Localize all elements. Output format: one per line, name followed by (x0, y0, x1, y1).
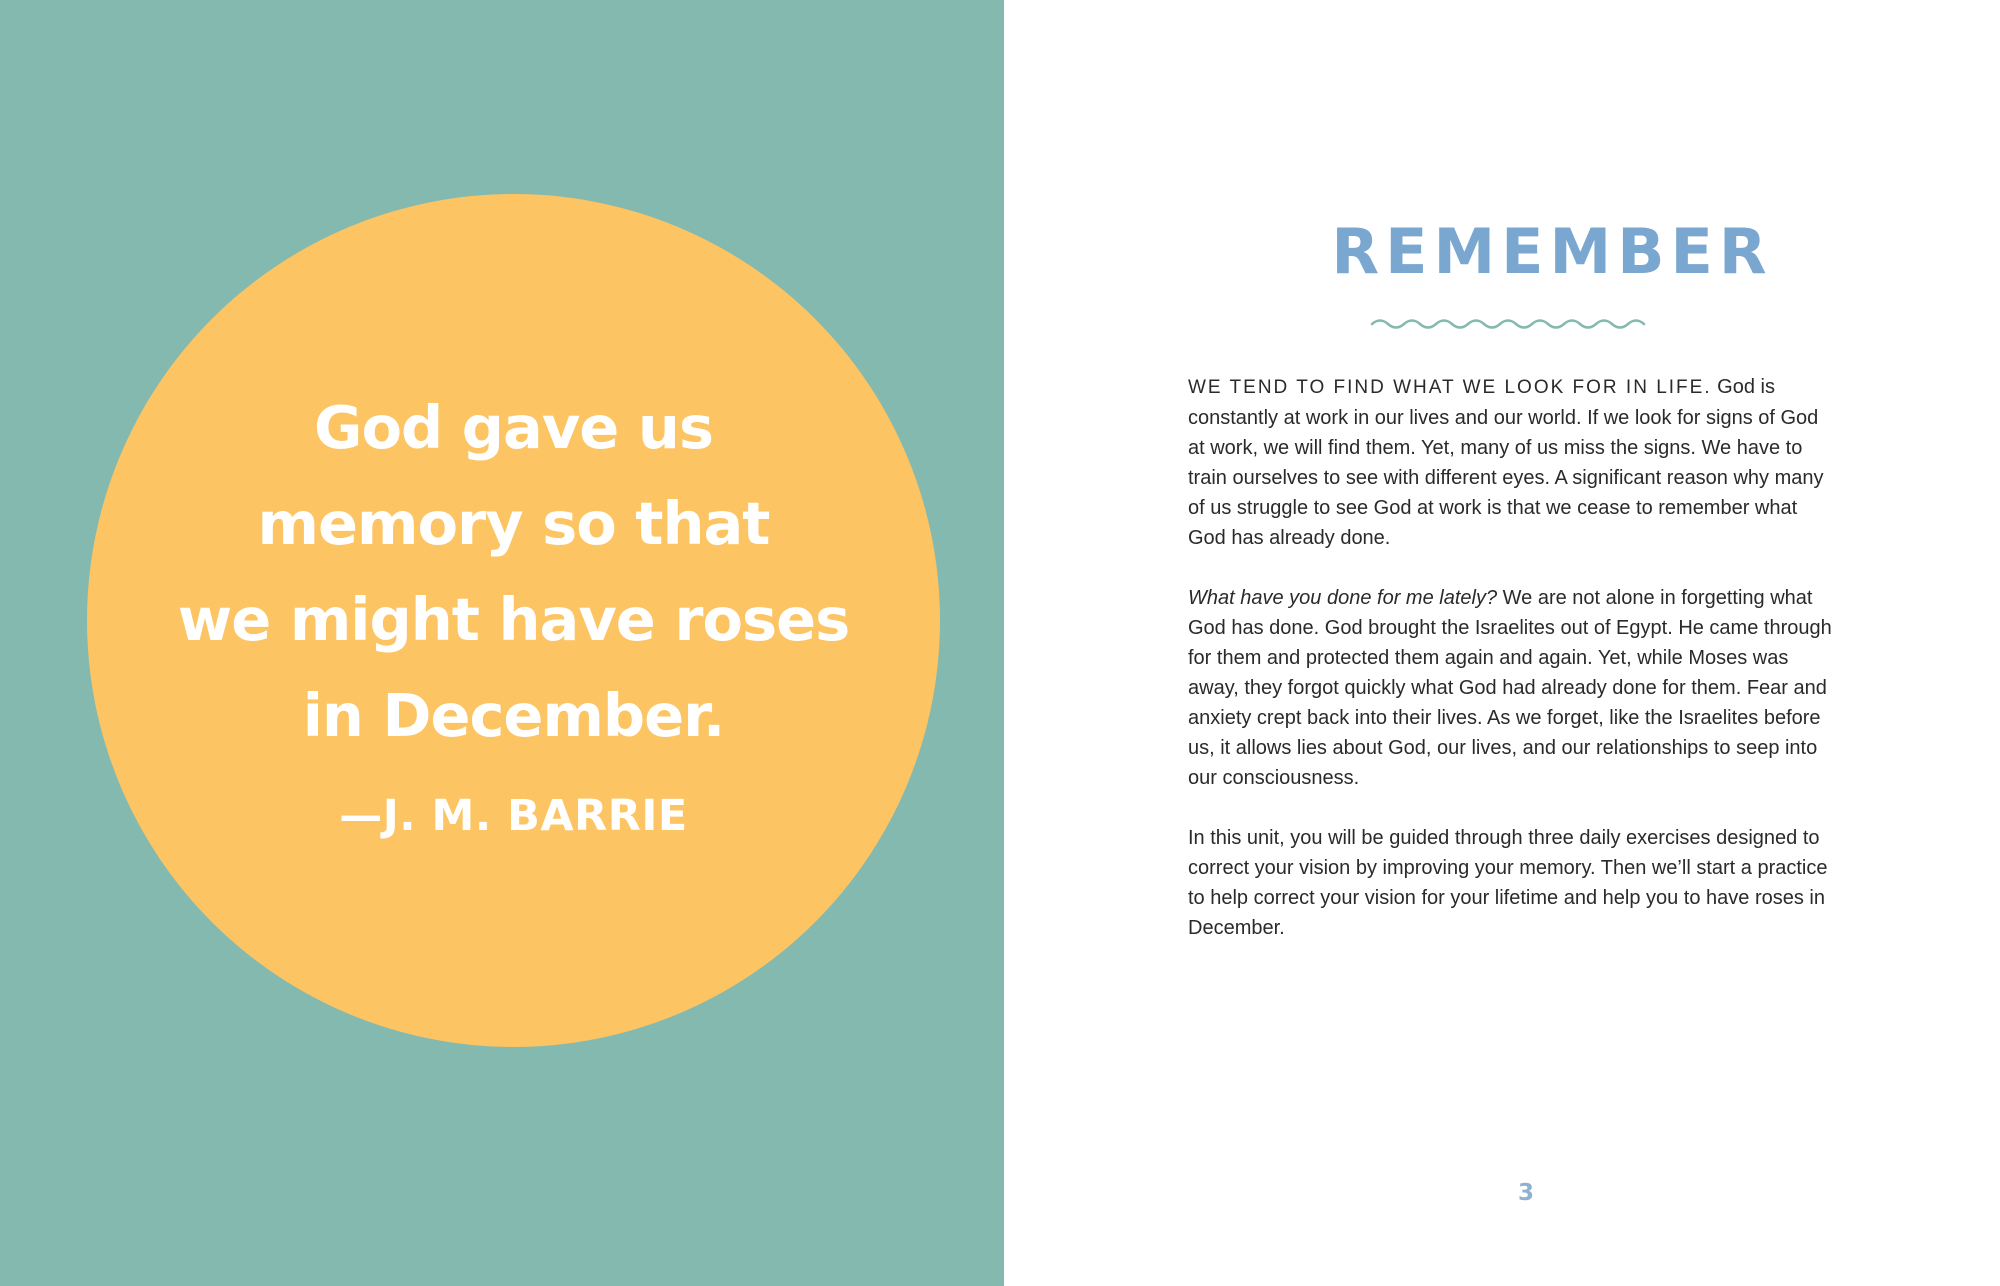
paragraph-1-text: God is constantly at work in our lives and our world. If we look for signs of God at work, we will find them. Yet, many of us miss the signs. We have to train ourselves to see with different eyes. A significant reason why many of us struggle to see God at work is that we cease to remember what God has already done. (1188, 376, 1824, 549)
quote-attribution: —J. M. BARRIE (339, 791, 688, 841)
quote-line-2: memory so that (257, 489, 770, 558)
content-page (1004, 0, 2000, 1286)
page-number: 3 (1517, 1180, 1534, 1206)
paragraph-2-text: We are not alone in forgetting what God has done. God brought the Israelites out of Egypt. He came through for them and protected them again and again. Yet, while Moses was away, they forgot quickly what God had already done for them. Fear and anxiety crept back into their lives. As we forget, like the Israelites before us, it allows lies about God, our lives, and our relationships to seep into our consciousness. (1188, 587, 1832, 789)
wave-divider-icon (1370, 315, 1650, 333)
page-title: REMEMBER (1331, 215, 1773, 288)
paragraph-3-text: In this unit, you will be guided through three daily exercises designed to correct your vision by improving your memory. Then we’ll start a practice to help correct your vision for your lifetime and help you to have roses in December. (1188, 827, 1828, 939)
paragraph-1-lead: WE TEND TO FIND WHAT WE LOOK FOR IN LIFE. (1188, 377, 1712, 398)
paragraph-3 (1188, 823, 1836, 943)
quote-text (87, 380, 940, 764)
body-text (1188, 372, 1836, 973)
paragraph-2 (1188, 583, 1836, 793)
paragraph-1 (1188, 372, 1836, 553)
paragraph-2-italic: What have you done for me lately? (1188, 587, 1498, 609)
quote-line-4: in December. (302, 681, 725, 750)
quote-line-1: God gave us (314, 393, 713, 462)
quote-line-3: we might have roses (177, 585, 850, 654)
